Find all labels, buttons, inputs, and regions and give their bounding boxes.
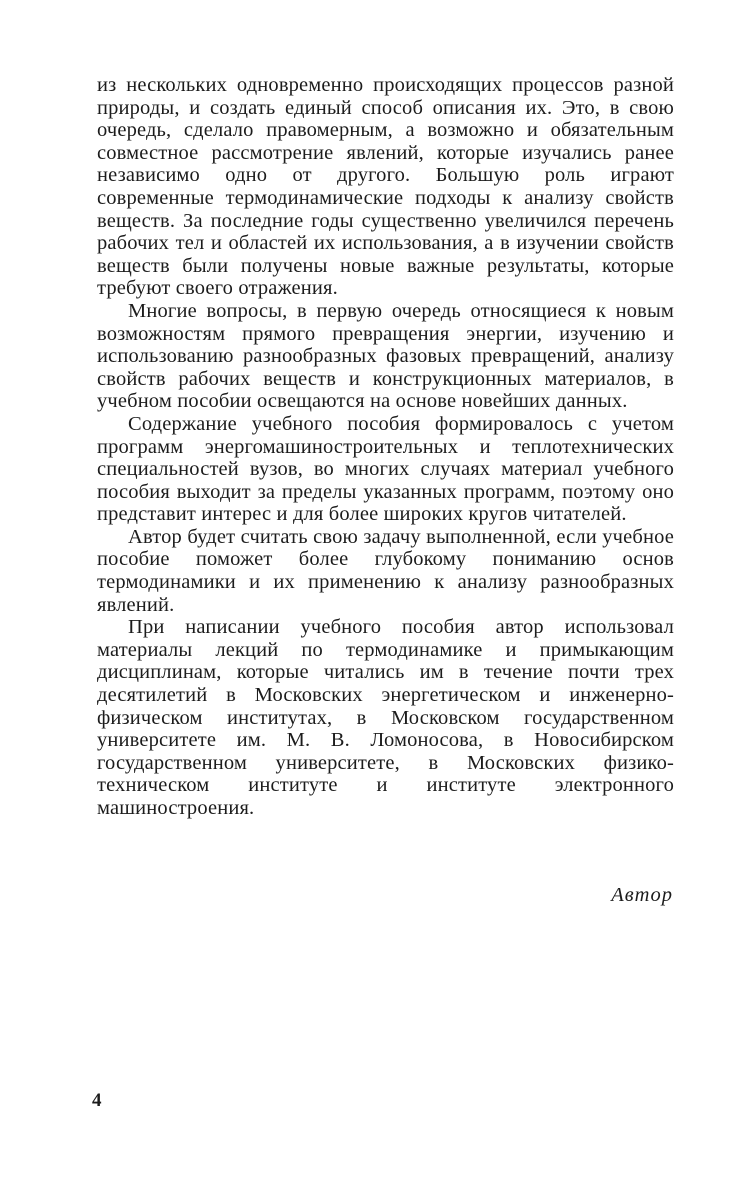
- paragraph-lectures: При написании учебного пособия автор использовал материалы лекций по термодинамике и примыкающим дисциплинам, которые читались им в течение почти трех десятилетий в Московских энергетическом и инженерно-физическом институтах, в Московском государственном университете им. М. В. Ломоносова, в Новосибирском государственном университете, в Московских физико-техническом институте и институте электронного машиностроения.: [97, 616, 674, 819]
- paragraph-curriculum: Содержание учебного пособия формировалось с учетом программ энергомашиностроительных и теплотехнических специальностей вузов, во многих случаях материал учебного пособия выходит за пределы указанных программ, поэтому оно представит интерес и для более широких кругов читателей.: [97, 412, 674, 526]
- author-signature: Автор: [611, 884, 673, 906]
- body-text: [97, 74, 674, 820]
- paragraph-new-possibilities: Многие вопросы, в первую очередь относящиеся к новым возможностям прямого превращения энергии, изучению и использованию разнообразных фазовых превращений, анализу свойств рабочих веществ и конструкционных материалов, в учебном пособии освещаются на основе новейших данных.: [97, 299, 674, 413]
- paragraph-continuation: из нескольких одновременно происходящих процессов разной природы, и создать единый способ описания их. Это, в свою очередь, сделало правомерным, а возможно и обязательным совместное рассмотрение явлений, которые изучались ранее независимо одно от другого. Большую роль играют современные термодинамические подходы к анализу свойств веществ. За последние годы существенно увеличился перечень рабочих тел и областей их использования, а в изучении свойств веществ были получены новые важные результаты, которые требуют своего отражения.: [97, 74, 674, 300]
- page-number: 4: [92, 1090, 102, 1111]
- paragraph-author-goal: Автор будет считать свою задачу выполненной, если учебное пособие поможет более глубокому пониманию основ термодинамики и их применению к анализу разнообразных явлений.: [97, 525, 674, 616]
